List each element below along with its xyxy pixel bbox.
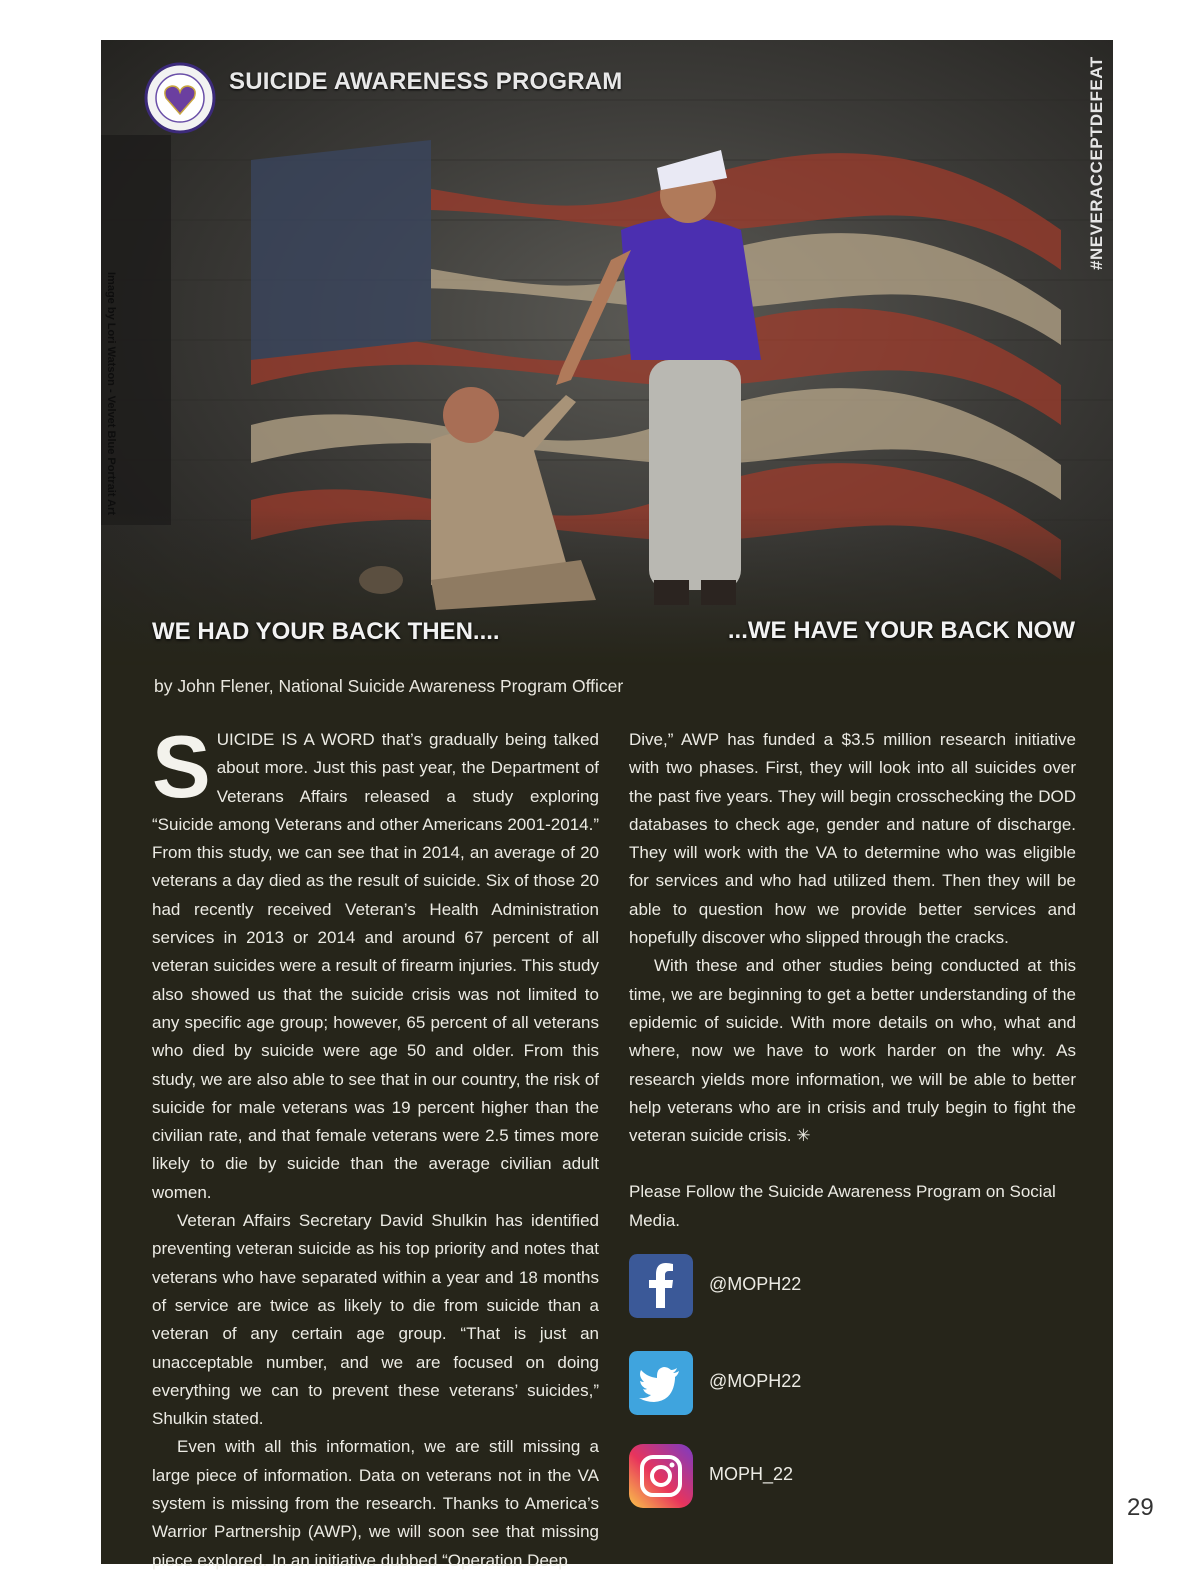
article-paragraph: Even with all this information, we are still missing a large piece of information. Data on veterans not in the VA system is missing from the research. Thanks to America’s Warrior Partnership (AWP), we will soon see that missing piece explored. In an initiative dubbed “Operation Deep [152, 1437, 599, 1570]
purple-heart-seal-icon [144, 62, 216, 134]
tagline-right: ...WE HAVE YOUR BACK NOW [727, 617, 1075, 644]
program-title: SUICIDE AWARENESS PROGRAM [229, 68, 623, 95]
follow-prompt: Please Follow the Suicide Awareness Program on Social Media. [629, 1182, 1056, 1230]
instagram-icon[interactable] [629, 1444, 693, 1508]
hero-image [101, 40, 1113, 665]
drop-cap: S [152, 717, 211, 816]
article-paragraph: With these and other studies being conducted at this time, we are beginning to get a better understanding of the epidemic of suicide. With more details on who, what and where, now we have to work harder on the why. As research yields more information, we will be able to better help veterans who are in crisis and truly begin to fight the veteran suicide crisis. ✳ [629, 956, 1076, 1146]
article-column-right [629, 726, 1076, 1235]
social-twitter[interactable] [629, 1351, 929, 1415]
facebook-icon[interactable] [629, 1254, 693, 1318]
article-paragraph: SUICIDE IS A WORD that’s gradually being talked about more. Just this past year, the Department of Veterans Affairs released a study exploring “Suicide among Veterans and other Americans 2001-2014.” From this study, we can see that in 2014, an average of 20 veterans a day died as the result of suicide. Six of those 20 had recently received Veteran’s Health Administration services in 2013 or 2014 and around 67 percent of all veteran suicides were a result of firearm injuries. This study also showed us that the suicide crisis was not limited to any specific age group; however, 65 percent of all veterans who died by suicide were age 50 and older. From this study, we are also able to see that in our country, the risk of suicide for male veterans was 19 percent higher than the civilian rate, and that female veterans were 2.5 times more likely to die by suicide than the average civilian adult women. [152, 717, 599, 1202]
hashtag-label: #NEVERACCEPTDEFEAT [1087, 56, 1106, 270]
tagline-left: WE HAD YOUR BACK THEN.... [152, 618, 500, 645]
social-facebook[interactable] [629, 1254, 929, 1318]
hero-illustration [101, 40, 1113, 665]
instagram-handle[interactable]: MOPH_22 [709, 1464, 794, 1484]
photo-credit: Image by Lori Watson - Velvet Blue Portrait Art [105, 272, 117, 516]
article-column-left [152, 717, 599, 1575]
twitter-handle[interactable]: @MOPH22 [709, 1371, 802, 1391]
article-paragraph: Dive,” AWP has funded a $3.5 million research initiative with two phases. First, they will look into all suicides over the past five years. They will begin crosschecking the DOD databases to check age, gender and nature of discharge. They will work with the VA to determine who was eligible for services and who had utilized them. Then they will be able to question how we provide better services and hopefully discover who slipped through the cracks. [629, 730, 1076, 948]
facebook-handle[interactable]: @MOPH22 [709, 1274, 802, 1294]
article-paragraph: Veteran Affairs Secretary David Shulkin has identified preventing veteran suicide as his top priority and notes that veterans who have separated within a year and 18 months of service are twice as likely to die from suicide than a veteran of any certain age group. “That is just an unacceptable number, and we are focused on doing everything we can to prevent these veterans’ suicides,” Shulkin stated. [152, 1211, 599, 1429]
page-number: 29 [1127, 1494, 1154, 1521]
byline: by John Flener, National Suicide Awareness Program Officer [154, 676, 624, 696]
twitter-icon[interactable] [629, 1351, 693, 1415]
social-instagram[interactable] [629, 1444, 929, 1508]
